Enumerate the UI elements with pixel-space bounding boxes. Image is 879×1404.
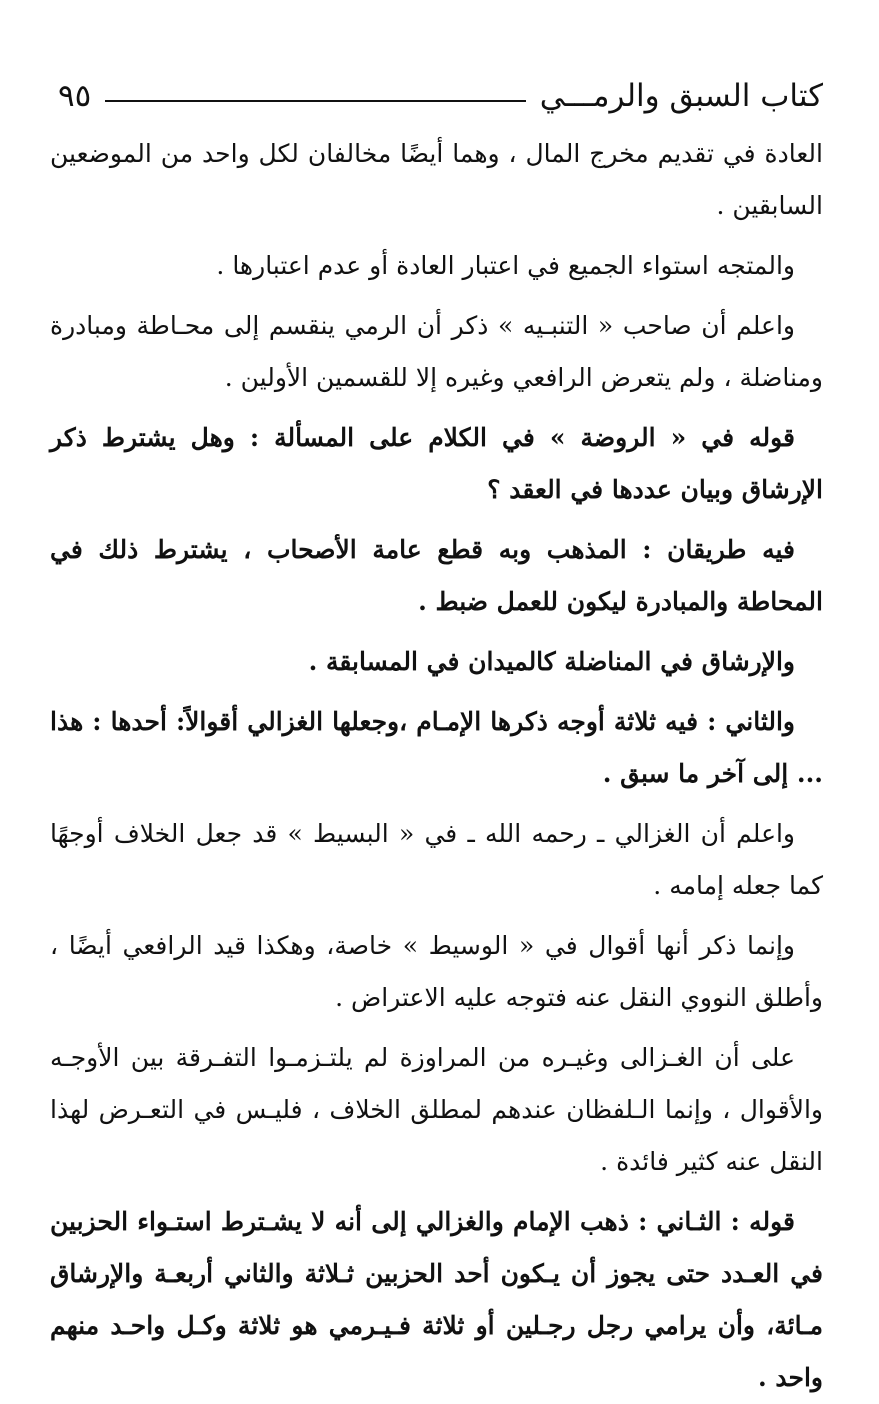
quoted-paragraph: والإرشاق في المناضلة كالميدان في المسابقة .: [308, 647, 795, 676]
paragraph: والمتجه استواء الجميع في اعتبار العادة أو عدم اعتبارها .: [216, 251, 795, 280]
quoted-paragraph: قوله في « الروضة » في الكلام على المسألة : وهل يشترط ذكر الإرشاق وبيان عددها في العقد ؟: [50, 423, 823, 504]
body-text: [50, 128, 823, 1404]
paragraph: على أن الغـزالى وغيـره من المراوزة لم يلتـزمـوا التفـرقة بين الأوجـه والأقوال ، وإنما الـلفظان عندهم لمطلق الخلاف ، فليـس في التعـرض لهذا النقل عنه كثير فائدة .: [50, 1043, 823, 1176]
paragraph: واعلم أن الغزالي ـ رحمه الله ـ في « البسيط » قد جعل الخلاف أوجهًا كما جعله إمامه .: [50, 819, 823, 900]
header-rule: [105, 100, 525, 102]
quoted-paragraph: فيه طريقان : المذهب وبه قطع عامة الأصحاب ، يشترط ذلك في المحاطة والمبادرة ليكون للعمل ضبط .: [50, 535, 823, 616]
paragraph: واعلم أن صاحب « التنبـيه » ذكر أن الرمي ينقسم إلى محـاطة ومبادرة ومناضلة ، ولم يتعرض الرافعي وغيره إلا للقسمين الأولين .: [50, 311, 823, 392]
paragraph: وإنما ذكر أنها أقوال في « الوسيط » خاصة، وهكذا قيد الرافعي أيضًا ، وأطلق النووي النقل عنه فتوجه عليه الاعتراض .: [50, 931, 823, 1012]
paragraph: العادة في تقديم مخرج المال ، وهما أيضًا مخالفان لكل واحد من الموضعين السابقين .: [50, 139, 823, 220]
quoted-paragraph: والثاني : فيه ثلاثة أوجه ذكرها الإمـام ،وجعلها الغزالي أقوالاً: أحدها : هذا ... إلى آخر ما سبق .: [50, 707, 823, 788]
page-number: ٩٥: [58, 78, 92, 114]
running-header: [50, 70, 823, 122]
book-title: كتاب السبق والرمـــي: [539, 78, 823, 114]
quoted-paragraph: قوله : الثـاني : ذهب الإمام والغزالي إلى أنه لا يشـترط استـواء الحزبين في العـدد حتى يجوز أن يـكون أحد الحزبين ثـلاثة والثاني أربعـة والإرشاق مـائة، وأن يرامي رجل رجـلين أو ثلاثة فـيـرمي هو ثلاثة وكـل واحـد منهم واحد .: [50, 1207, 823, 1392]
